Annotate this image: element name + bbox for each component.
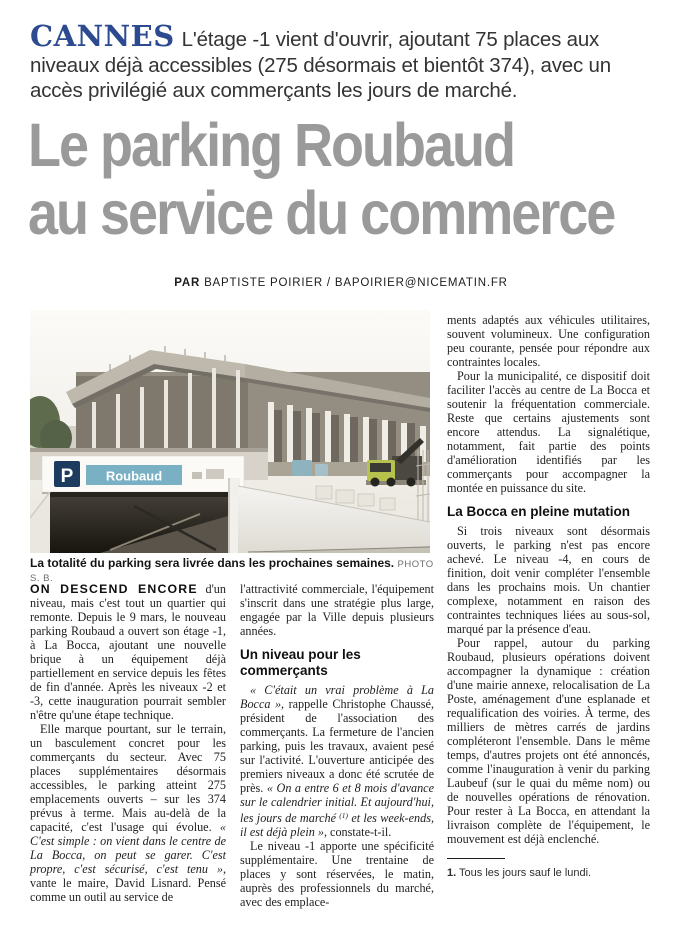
article-column-3	[447, 303, 650, 880]
photo-caption	[30, 556, 434, 584]
lead-in: ON DESCEND ENCORE	[30, 582, 198, 596]
paragraph	[30, 582, 226, 722]
headline-line-2: au service du commerce	[28, 179, 615, 248]
byline-prefix: PAR	[174, 277, 201, 289]
quote-italic: « C'était un vrai problème à La Bocca »	[240, 683, 434, 711]
paragraph: Pour rappel, autour du parking Roubaud, plusieurs opérations doivent accompagner la dynamique : création d'une mairie annexe, relocalisation de La Poste, aménagement d'une esplanade et requalification des voiries. À terme, des milliers de mètres carrés de jardins compléteront l'ensemble. Dans le même temps, d'autres projets ont été annoncés, comme l'inauguration à venir du parking Laubeuf (sur le quai du même nom) ou de nouvelles opérations de rénovation. Pour rester à La Bocca, en attendant la livraison complète de l'équipement, le mouvement est déjà enclenché.	[447, 636, 650, 846]
footnote	[447, 858, 650, 880]
paragraph-text: , rappelle Christophe Chaussé, président de l'association des commerçants. La fermeture de l'ancien parking, puis les travaux, avaient pesé sur l'activité. L'ouverture anticipée des premiers niveaux a donc été scrutée de près.	[240, 697, 434, 795]
quote-italic: « On a entre 6 et 8 mois d'avance sur le calendrier initial. Et aujourd'hui, les jours de marché	[240, 781, 435, 825]
byline-author-email: BAPTISTE POIRIER / BAPOIRIER@NICEMATIN.FR	[204, 277, 508, 289]
article-photo	[30, 310, 430, 553]
footnote-marker: (1)	[339, 811, 349, 820]
subhead-un-niveau: Un niveau pour les commerçants	[240, 647, 361, 678]
paragraph-text: d'un niveau, mais c'est tout un quartier qui remonte. Depuis le 9 mars, le nouveau parking Roubaud a ouvert son étage -1, à La Bocca, ajoutant une nouvelle brique à un équipement déjà partiellement en service depuis les fêtes de fin d'année. Après les niveaux -2 et -3, cette inauguration pourrait sembler n'être qu'une étape technique.	[30, 582, 226, 722]
headline	[28, 112, 673, 248]
paragraph: Le niveau -1 apporte une spécificité supplémentaire. Une trentaine de places y sont réservées, le matin, auprès des professionnels du marché, avec des emplace-	[240, 839, 434, 909]
paragraph-text: , vante le maire, David Lisnard. Pensé comme un outil au service de	[30, 862, 226, 904]
sign-name-label: Roubaud	[105, 468, 163, 484]
paragraph: l'attractivité commerciale, l'équipement s'inscrit dans une stratégie plus large, engagée par la Ville depuis plusieurs années.	[240, 582, 434, 638]
paragraph-text: , constate-t-il.	[323, 825, 392, 839]
paragraph: Si trois niveaux sont désormais ouverts, le parking n'est pas encore achevé. Le niveau -4, en cours de finition, doit venir compléter l'ensemble dans les prochains mois. Un chantier complexe, notamment en raison des contraintes techniques liées au sous-sol, marqué par la présence d'eau.	[447, 524, 650, 636]
footnote-divider	[447, 858, 505, 859]
footnote-number: 1.	[447, 867, 457, 879]
paragraph	[30, 722, 226, 904]
subhead-la-bocca: La Bocca en pleine mutation	[447, 504, 631, 519]
quote-italic: « C'est simple : on vient dans le centre de La Bocca, on peut se garer. C'est propre, c'est sécurisé, c'est tenu »	[30, 820, 226, 876]
sign-pictogram-icons	[192, 472, 202, 479]
paragraph: ments adaptés aux véhicules utilitaires, souvent volumineux. Une configuration peu courante, pensée pour répondre aux contraintes locales.	[447, 313, 650, 369]
paragraph-text: Elle marque pourtant, sur le terrain, un basculement concret pour les commerçants du secteur. Avec 75 places supplémentaires désormais accessibles, le parking atteint 275 emplacements ouverts – sur les 374 prévus à terme. Mais au-delà de la capacité, c'est l'usage qui évolue.	[30, 722, 226, 834]
headline-line-1: Le parking Roubaud	[28, 112, 515, 180]
standfirst	[30, 19, 654, 104]
fence	[416, 450, 430, 530]
byline	[30, 277, 652, 289]
photo-credit: PHOTO S. B.	[30, 559, 434, 584]
section-label-cannes: CANNES	[30, 19, 175, 53]
caption-text: La totalité du parking sera livrée dans les prochaines semaines.	[30, 556, 395, 570]
paragraph	[240, 683, 434, 839]
parking-entrance	[30, 456, 244, 553]
paragraph: Pour la municipalité, ce dispositif doit faciliter l'accès au centre de La Bocca et soutenir la fréquentation commerciale. Reste que certains ajustements sont encore attendus. La signalétique, notamment, fait partie des points d'amélioration identifiés par les commerçants pour accompagner la montée en puissance du site.	[447, 369, 650, 495]
article-column-2	[240, 582, 434, 909]
footnote-text: Tous les jours sauf le lundi.	[456, 867, 592, 879]
quote-italic: et les week-ends, il est déjà plein »	[240, 811, 435, 839]
parking-photo-illustration	[30, 310, 430, 553]
article-column-1	[30, 582, 226, 904]
standfirst-text: L'étage -1 vient d'ouvrir, ajoutant 75 places aux niveaux déjà accessibles (275 désormais et bientôt 374), avec un accès privilégié aux commerçants les jours de marché.	[30, 28, 611, 102]
sign-p-letter: P	[60, 466, 74, 487]
